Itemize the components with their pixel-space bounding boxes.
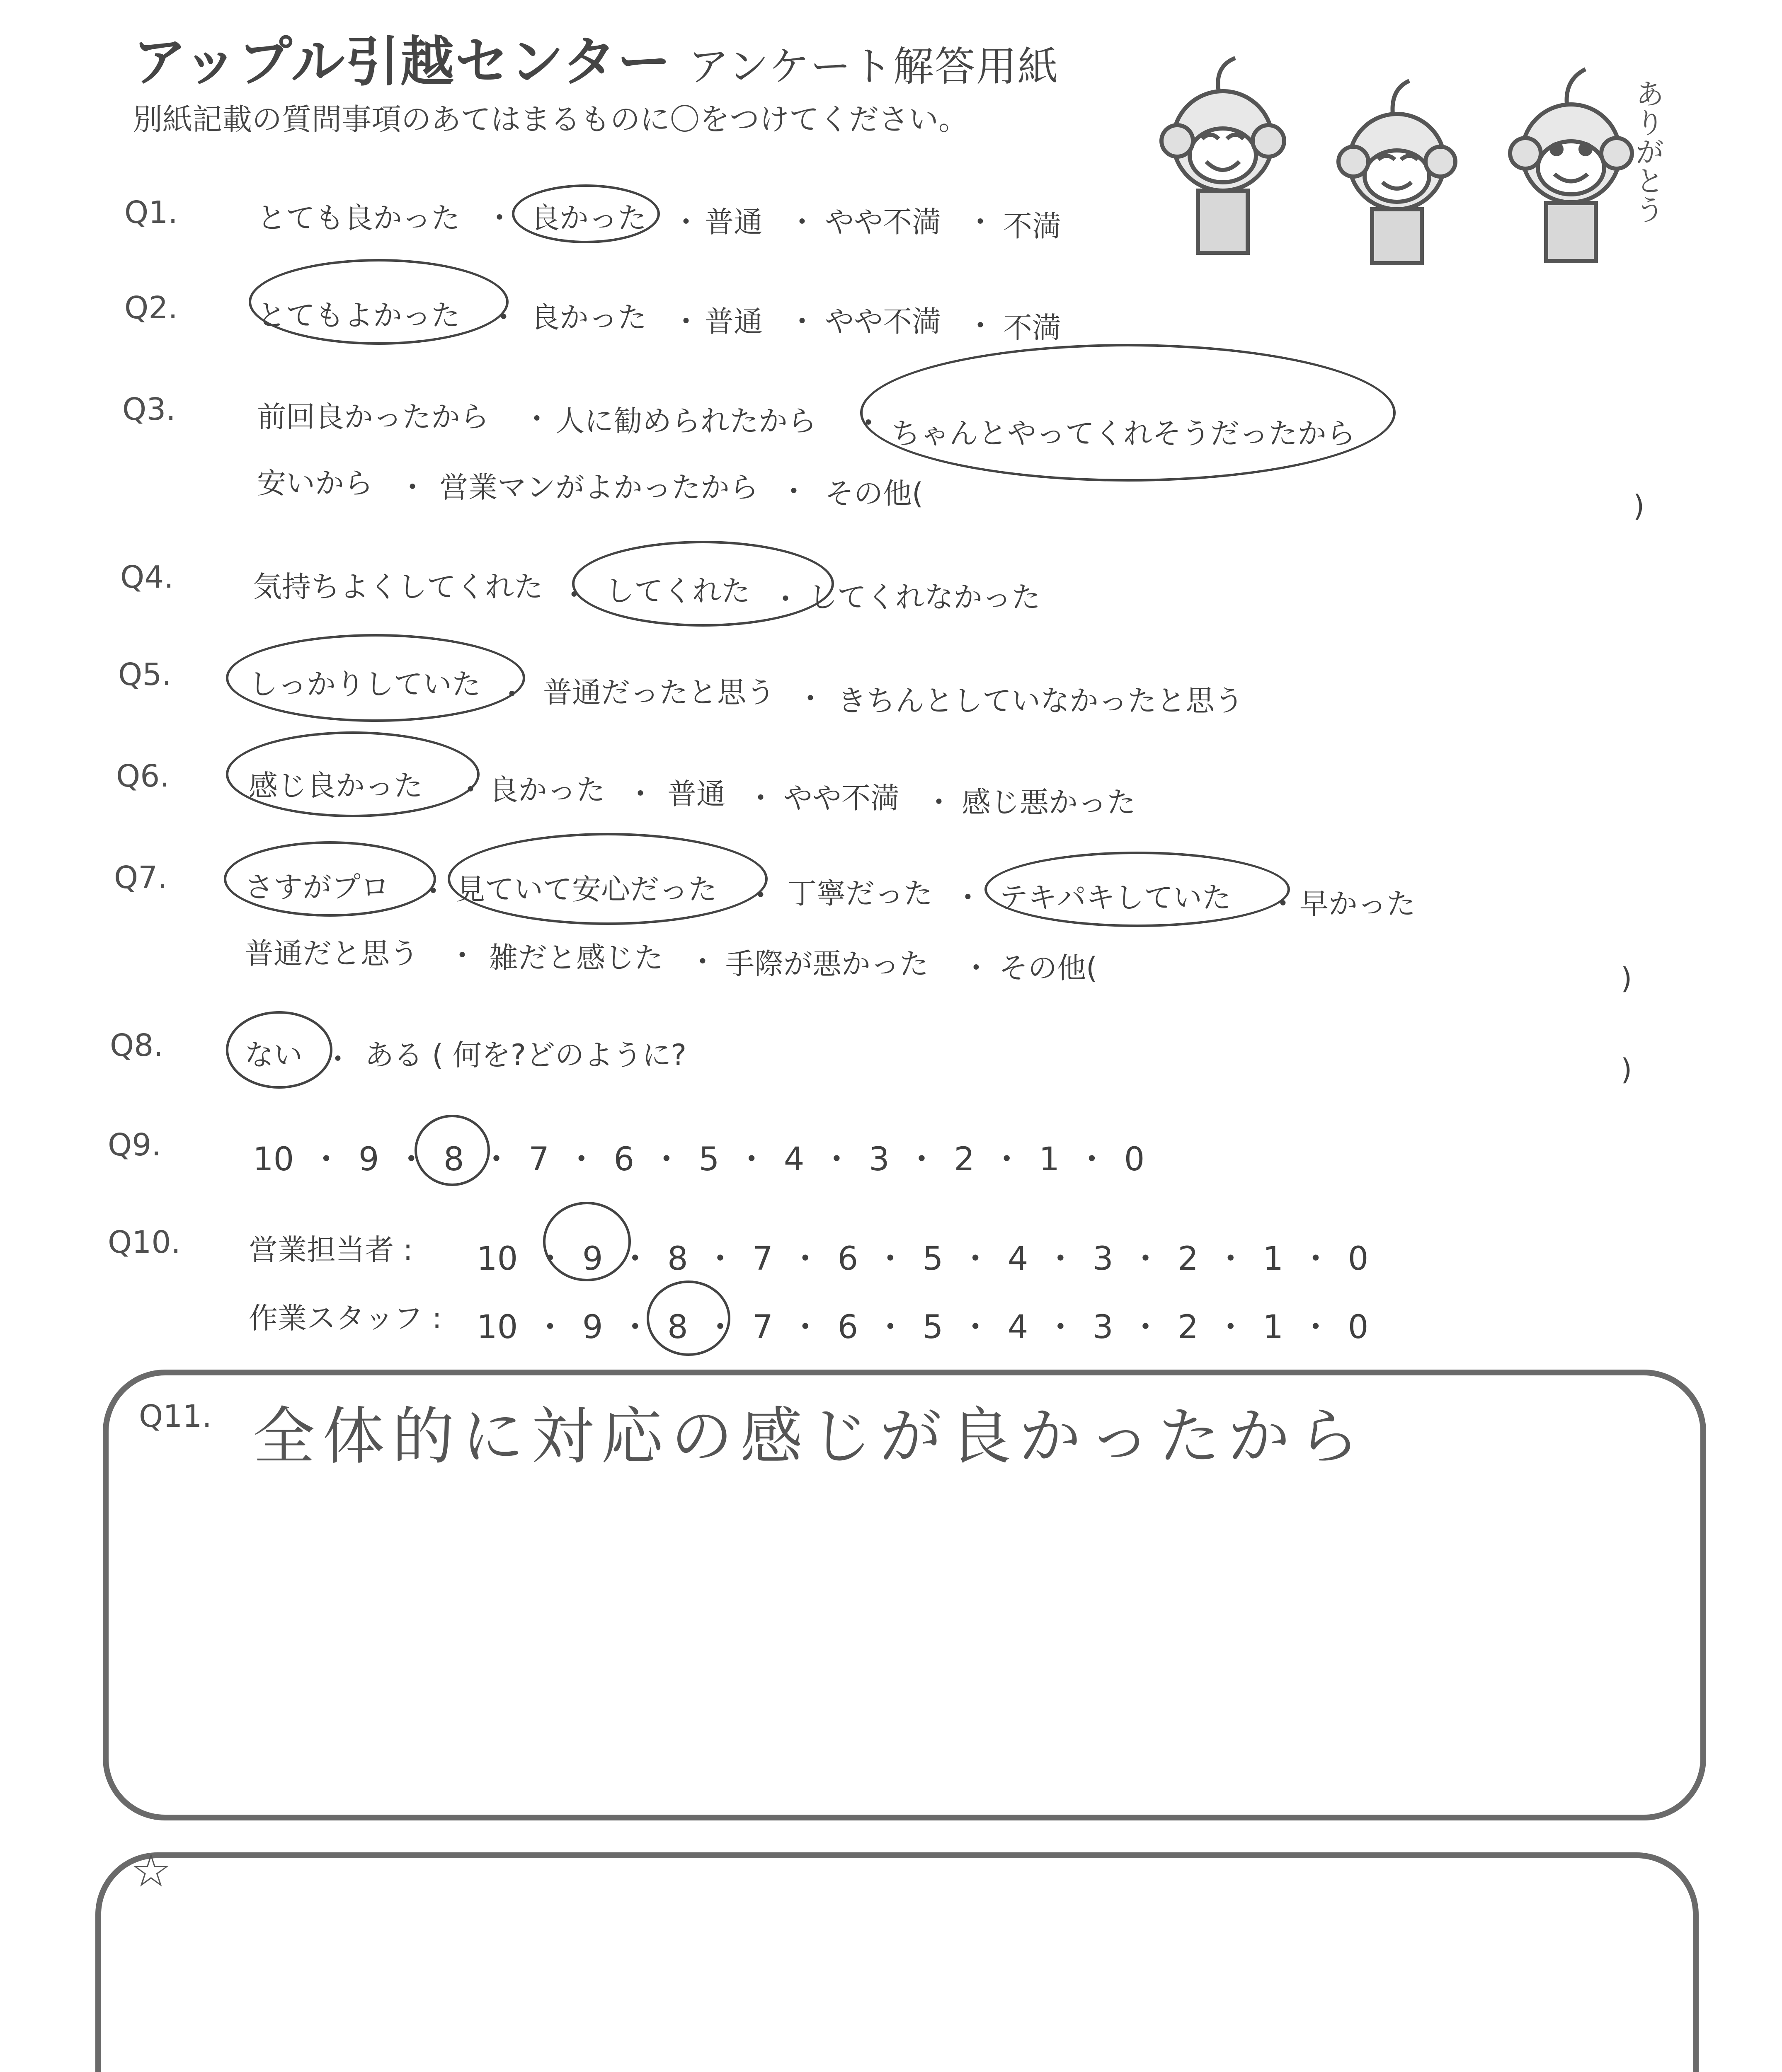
q9-scale: 10 ・ 9 ・ 8 ・ 7 ・ 6 ・ 5 ・ 4 ・ 3 ・ 2 ・ 1 ・ 0 bbox=[253, 1141, 1145, 1178]
q2-option-3: 普通 bbox=[705, 305, 763, 339]
q5-number: Q5. bbox=[118, 657, 172, 692]
q4-option-2: してくれた bbox=[605, 574, 750, 608]
q8-option-2: ある ( 何を?どのように? bbox=[365, 1038, 687, 1072]
q7-option-5: 早かった bbox=[1300, 887, 1416, 921]
q6-option-4: やや不満 bbox=[783, 781, 899, 815]
q2-option-2: 良かった bbox=[531, 300, 647, 334]
q5-option-2: 普通だったと思う bbox=[543, 675, 775, 709]
q1-option-4: やや不満 bbox=[825, 205, 941, 239]
q3-option-1: 前回良かったから bbox=[257, 400, 489, 434]
q10-staff-label: 作業スタッフ : bbox=[249, 1301, 442, 1335]
q7-selection-circle-1 bbox=[224, 841, 436, 917]
q8-number: Q8. bbox=[110, 1028, 163, 1063]
q8-selection-circle bbox=[226, 1011, 332, 1089]
q3-option-3: ちゃんとやってくれそうだったから bbox=[891, 416, 1355, 450]
q10-sales-label: 営業担当者 : bbox=[249, 1233, 413, 1267]
q7-option-6: 普通だと思う bbox=[245, 937, 419, 971]
q11-handwritten-answer: 全体的に対応の感じが良かったから bbox=[253, 1401, 1367, 1473]
instruction-text: 別紙記載の質問事項のあてはまるものに〇をつけてください。 bbox=[133, 102, 969, 137]
q10-sales-scale: 10 ・ 9 ・ 8 ・ 7 ・ 6 ・ 5 ・ 4 ・ 3 ・ 2 ・ 1 ・ 0 bbox=[477, 1240, 1369, 1278]
q1-selection-circle bbox=[512, 184, 660, 243]
q8-other-close: ) bbox=[1621, 1053, 1632, 1087]
star-icon: ☆ bbox=[131, 1844, 172, 1897]
q1-option-3: 普通 bbox=[705, 205, 763, 239]
q1-option-1: とても良かった bbox=[257, 201, 460, 235]
q7-option-2: 見ていて安心だった bbox=[456, 872, 717, 906]
q2-number: Q2. bbox=[124, 290, 178, 326]
q3-number: Q3. bbox=[122, 392, 176, 427]
q3-other-close: ) bbox=[1633, 489, 1645, 523]
q7-option-7: 雑だと感じた bbox=[489, 941, 663, 975]
q7-option-4: テキパキしていた bbox=[999, 881, 1231, 915]
q3-option-4: 安いから bbox=[257, 466, 373, 500]
q3-option-2: 人に勧められたから bbox=[555, 404, 817, 438]
q10-number: Q10. bbox=[108, 1225, 181, 1260]
thanks-text: ありがとう bbox=[1631, 79, 1665, 224]
q6-option-2: 良かった bbox=[489, 773, 605, 807]
q6-option-3: 普通 bbox=[667, 777, 725, 811]
q3-option-5: 営業マンがよかったから bbox=[439, 470, 759, 504]
q8-option-1: ない bbox=[245, 1038, 303, 1072]
q10-staff-scale: 10 ・ 9 ・ 8 ・ 7 ・ 6 ・ 5 ・ 4 ・ 3 ・ 2 ・ 1 ・ 0 bbox=[477, 1309, 1369, 1346]
q10-sales-selection-circle bbox=[543, 1202, 631, 1281]
q5-option-3: きちんとしていなかったと思う bbox=[837, 684, 1244, 718]
q2-option-1: とてもよかった bbox=[257, 298, 460, 332]
q7-option-8: 手際が悪かった bbox=[725, 947, 929, 981]
q2-selection-circle bbox=[249, 259, 509, 345]
q7-option-3: 丁寧だった bbox=[788, 876, 933, 910]
q7-number: Q7. bbox=[114, 860, 167, 896]
q1-number: Q1. bbox=[124, 195, 178, 230]
q5-selection-circle bbox=[226, 634, 525, 722]
q7-selection-circle-3 bbox=[984, 852, 1290, 927]
q10-staff-selection-circle bbox=[647, 1280, 730, 1356]
q1-option-5: 不満 bbox=[1003, 209, 1061, 243]
q6-selection-circle bbox=[226, 731, 480, 817]
free-comment-box bbox=[95, 1852, 1699, 2072]
q3-selection-circle bbox=[860, 344, 1396, 482]
q7-option-1: さすがプロ bbox=[245, 870, 390, 904]
q6-number: Q6. bbox=[116, 758, 170, 794]
q11-number: Q11. bbox=[139, 1399, 212, 1434]
q9-number: Q9. bbox=[108, 1127, 161, 1163]
q9-selection-circle bbox=[415, 1115, 490, 1186]
monkey-mascots-illustration bbox=[1152, 46, 1712, 278]
form-title bbox=[133, 19, 1059, 96]
q1-option-2: 良かった bbox=[531, 201, 647, 235]
q4-option-1: 気持ちよくしてくれた bbox=[253, 570, 543, 604]
q6-option-5: 感じ悪かった bbox=[962, 785, 1136, 819]
q2-option-4: やや不満 bbox=[825, 305, 941, 339]
q2-option-5: 不満 bbox=[1003, 311, 1061, 345]
q7-other-close: ) bbox=[1621, 961, 1632, 995]
company-name: アップル引越センター bbox=[133, 30, 672, 93]
q6-option-1: 感じ良かった bbox=[249, 769, 423, 803]
q7-option-9: その他( bbox=[999, 951, 1098, 985]
q4-option-3: してくれなかった bbox=[808, 580, 1040, 614]
q7-selection-circle-2 bbox=[448, 833, 768, 925]
q5-option-1: しっかりしていた bbox=[249, 667, 481, 701]
q3-option-6: その他( bbox=[825, 477, 924, 511]
q4-number: Q4. bbox=[120, 559, 174, 595]
form-subtitle: アンケート解答用紙 bbox=[688, 43, 1059, 90]
